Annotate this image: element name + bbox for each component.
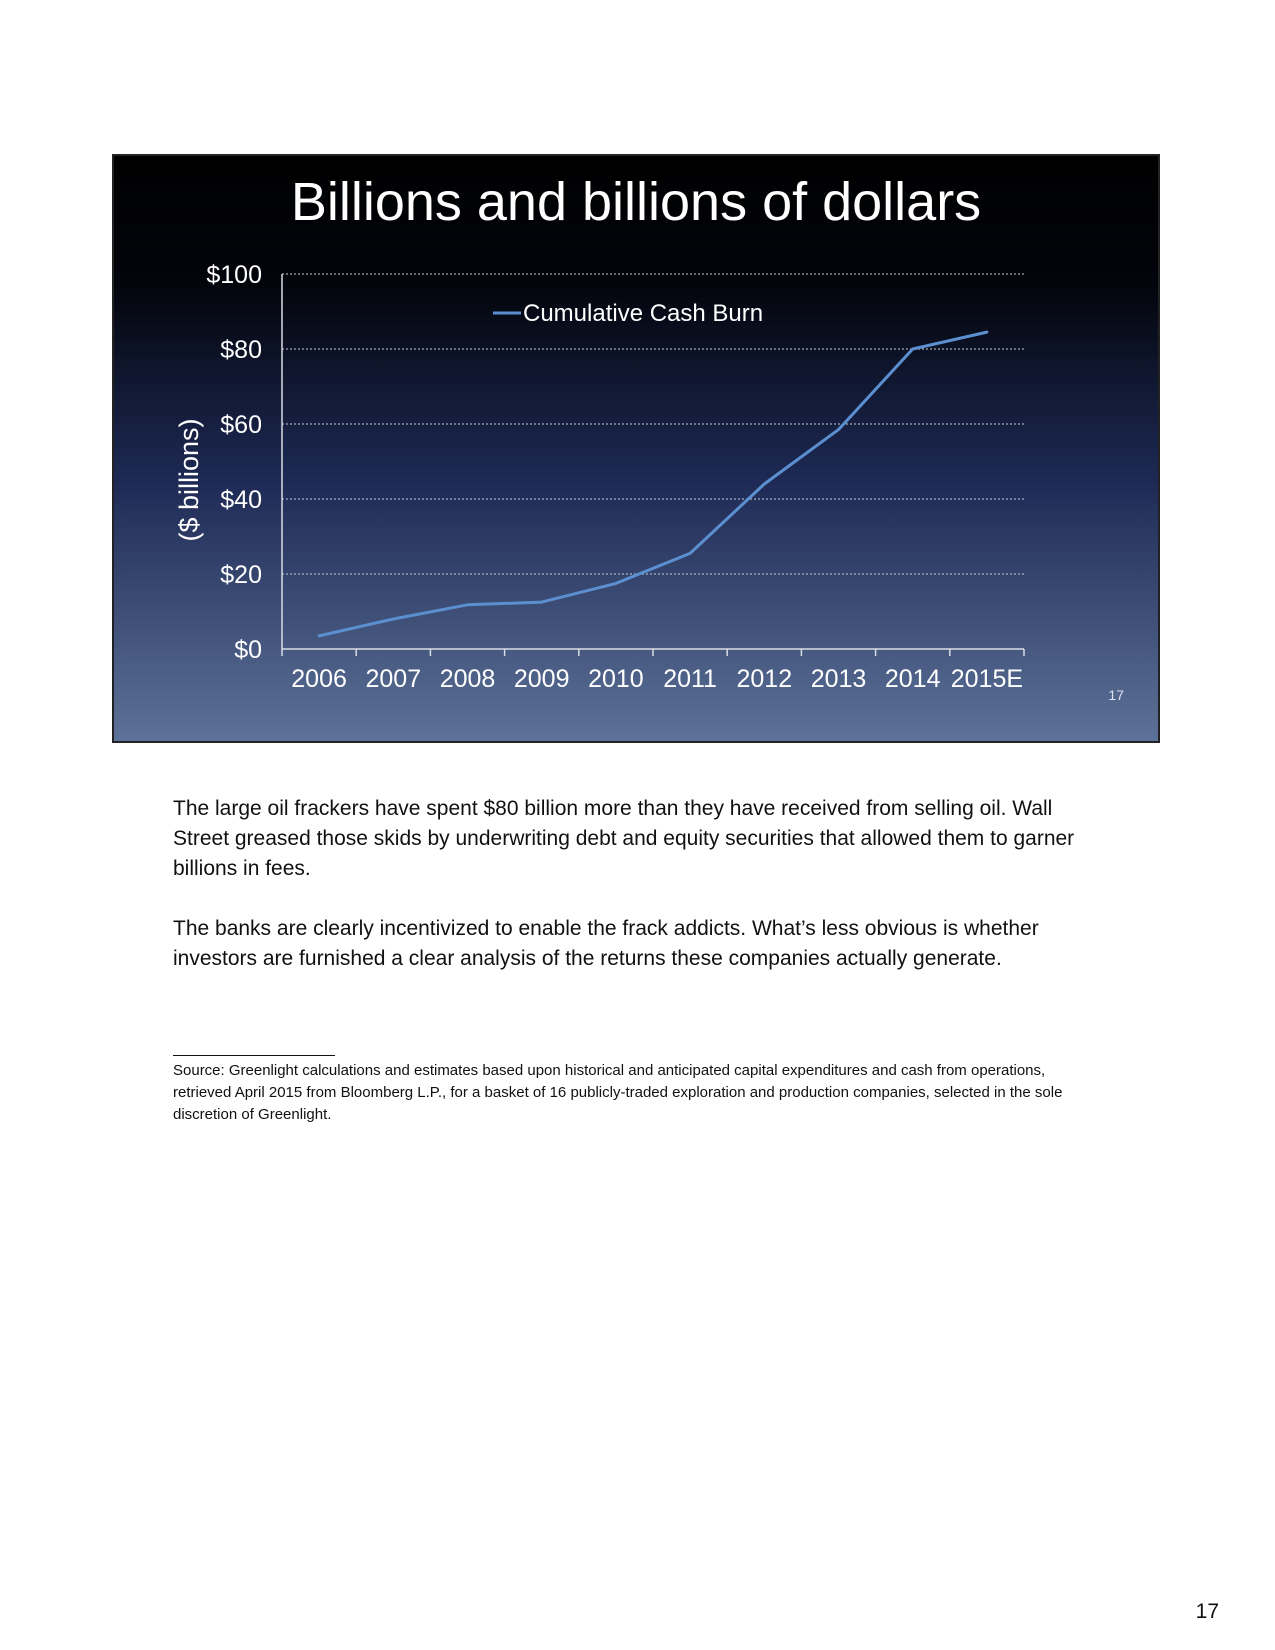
- y-tick-label: $100: [206, 261, 262, 289]
- body-paragraph-1: The large oil frackers have spent $80 billion more than they have received from selling oil. Wall Street greased those skids by underwriting debt and equity securities that allowed them to garner billions in fees.: [173, 797, 1075, 880]
- line-chart: [114, 156, 1158, 741]
- x-tick-label: 2009: [513, 665, 570, 693]
- y-tick-label: $40: [220, 486, 262, 514]
- x-tick-label: 2015E: [950, 665, 1024, 693]
- x-tick-label: 2011: [663, 665, 717, 693]
- y-tick-label: $0: [234, 636, 262, 664]
- legend-label: Cumulative Cash Burn: [523, 300, 764, 327]
- x-tick-label: 2007: [365, 665, 422, 693]
- page-number: 17: [1195, 1600, 1219, 1623]
- slide-background: [114, 156, 1158, 741]
- x-tick-label: 2013: [810, 665, 867, 693]
- chart-title: Billions and billions of dollars: [290, 172, 982, 232]
- legend: [493, 300, 763, 327]
- chart-slide: [112, 154, 1160, 743]
- x-tick-label: 2012: [736, 665, 793, 693]
- y-tick-label: $60: [220, 411, 262, 439]
- y-tick-label: $80: [220, 336, 262, 364]
- x-tick-label: 2006: [291, 665, 347, 693]
- footnote-divider: [173, 1055, 335, 1056]
- x-tick-label: 2008: [439, 665, 496, 693]
- body-paragraph-2: The banks are clearly incentivized to enable the frack addicts. What’s less obvious is whether investors are furnished a clear analysis of the returns these companies actually generate.: [173, 917, 1039, 970]
- y-tick-label: $20: [220, 561, 262, 589]
- source-footnote: Source: Greenlight calculations and estimates based upon historical and anticipated capital expenditures and cash from operations, retrieved April 2015 from Bloomberg L.P., for a basket of 16 publicly-traded exploration and production companies, selected in the sole discretion of Greenlight.: [173, 1062, 1063, 1123]
- y-axis-label: ($ billions): [174, 418, 204, 542]
- x-tick-label: 2010: [588, 665, 644, 693]
- slide-number: 17: [1108, 687, 1124, 703]
- x-tick-label: 2014: [884, 665, 941, 693]
